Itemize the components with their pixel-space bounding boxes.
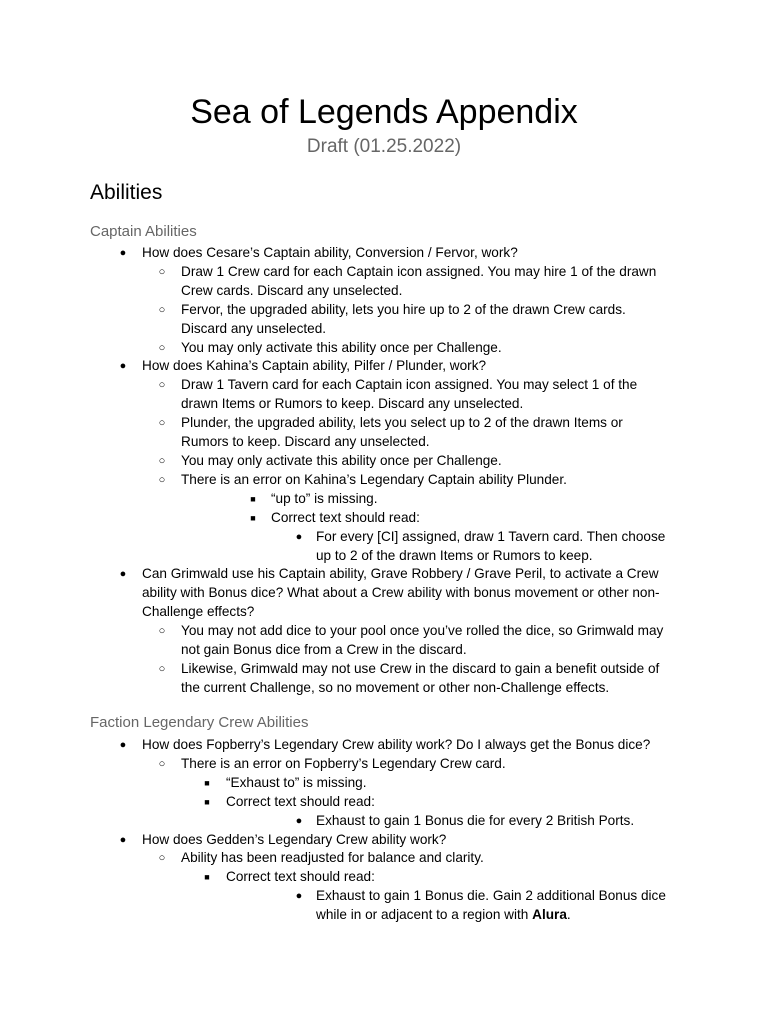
list-item [0, 357, 768, 376]
list-item-text: “up to” is missing. [271, 490, 378, 506]
list-item-text: Correct text should read: [271, 509, 420, 525]
bullet-square: ■ [204, 872, 210, 883]
bullet-filled-circle: ● [295, 530, 303, 543]
list-item-text: Can Grimwald use his Captain ability, Grave Robbery / Grave Peril, to activate a Crew ability with Bonus dice? What about a Crew ability with bonus movement or other non-Challenge effects? [142, 566, 660, 620]
list-item-text: You may only activate this ability once per Challenge. [181, 452, 502, 468]
bullet-hollow-circle: ○ [158, 265, 166, 278]
list-item-text: Fervor, the upgraded ability, lets you hire up to 2 of the drawn Crew cards. Discard any unselected. [181, 301, 626, 336]
list-item [0, 868, 768, 887]
list-item [0, 565, 768, 622]
bullet-hollow-circle: ○ [158, 473, 166, 486]
list-item [0, 660, 768, 698]
bullet-hollow-circle: ○ [158, 303, 166, 316]
list-item [0, 509, 768, 528]
list-item-text: Correct text should read: [226, 793, 375, 809]
list-item-text: There is an error on Kahina’s Legendary Captain ability Plunder. [181, 471, 567, 487]
list-item [0, 471, 768, 490]
list-item [0, 414, 768, 452]
section-heading-abilities: Abilities [90, 181, 163, 204]
list-item-text: “Exhaust to” is missing. [226, 774, 367, 790]
bullet-hollow-circle: ○ [158, 757, 166, 770]
bullet-hollow-circle: ○ [158, 852, 166, 865]
list-item-text: Correct text should read: [226, 869, 375, 885]
bullet-filled-circle: ● [119, 739, 127, 751]
bullet-hollow-circle: ○ [158, 341, 166, 354]
bullet-hollow-circle: ○ [158, 662, 166, 675]
list-item [0, 774, 768, 793]
faction-abilities-list [0, 736, 768, 925]
list-item [0, 301, 768, 339]
list-item [0, 755, 768, 774]
bullet-filled-circle: ● [119, 568, 127, 581]
list-item-text: For every [CI] assigned, draw 1 Tavern card. Then choose up to 2 of the drawn Items or Rumors to keep. [316, 528, 666, 563]
bullet-filled-circle: ● [295, 890, 303, 903]
bullet-hollow-circle: ○ [158, 417, 166, 430]
list-item-text: Ability has been readjusted for balance and clarity. [181, 850, 484, 866]
list-item [0, 528, 768, 566]
list-item [0, 339, 768, 358]
list-item [0, 849, 768, 868]
bullet-hollow-circle: ○ [158, 454, 166, 467]
bullet-filled-circle: ● [119, 833, 127, 846]
list-item [0, 376, 768, 414]
bullet-square: ■ [250, 493, 256, 504]
list-item-text: Draw 1 Crew card for each Captain icon assigned. You may hire 1 of the drawn Crew cards. Discard any unselected. [181, 263, 657, 298]
bullet-filled-circle: ● [119, 247, 127, 259]
list-item [0, 831, 768, 850]
list-item-text [316, 887, 686, 925]
list-item [0, 812, 768, 831]
list-item-text: How does Gedden’s Legendary Crew ability work? [142, 831, 447, 847]
list-item [0, 793, 768, 812]
list-item [0, 490, 768, 509]
bullet-hollow-circle: ○ [158, 379, 166, 392]
document-title: Sea of Legends Appendix [190, 93, 578, 131]
bullet-square: ■ [204, 796, 210, 807]
list-item [0, 887, 768, 925]
list-item-text: Plunder, the upgraded ability, lets you select up to 2 of the drawn Items or Rumors to keep. Discard any unselected. [181, 415, 623, 450]
list-item-text: Exhaust to gain 1 Bonus die for every 2 British Ports. [316, 812, 635, 828]
list-item-text: How does Cesare’s Captain ability, Conversion / Fervor, work? [142, 245, 518, 260]
captain-abilities-list [0, 244, 768, 698]
list-item-text: You may only activate this ability once per Challenge. [181, 339, 502, 355]
list-item [0, 622, 768, 660]
list-item-text-part: Exhaust to gain 1 Bonus die. Gain 2 additional Bonus dice while in or adjacent to a region with [316, 888, 666, 923]
list-item [0, 244, 768, 263]
list-item [0, 736, 768, 755]
list-item-text: How does Fopberry’s Legendary Crew ability work? Do I always get the Bonus dice? [142, 737, 651, 752]
bullet-square: ■ [250, 512, 256, 523]
list-item-text: How does Kahina’s Captain ability, Pilfer / Plunder, work? [142, 358, 487, 374]
list-item [0, 452, 768, 471]
list-item-text: Likewise, Grimwald may not use Crew in the discard to gain a benefit outside of the current Challenge, so no movement or other non-Challenge effects. [181, 660, 660, 695]
subheading-captain-abilities: Captain Abilities [90, 223, 197, 240]
bullet-hollow-circle: ○ [158, 625, 166, 638]
bullet-square: ■ [204, 777, 210, 788]
document-subtitle: Draft (01.25.2022) [306, 136, 462, 157]
subheading-faction-legendary-crew: Faction Legendary Crew Abilities [90, 714, 309, 731]
list-item [0, 263, 768, 301]
bullet-filled-circle: ● [295, 814, 303, 827]
list-item-text: Draw 1 Tavern card for each Captain icon assigned. You may select 1 of the drawn Items or Rumors to keep. Discard any unselected. [181, 377, 638, 412]
list-item-text: There is an error on Fopberry’s Legendary Crew card. [181, 755, 506, 771]
bullet-filled-circle: ● [119, 360, 127, 373]
list-item-text-part: . [566, 907, 571, 923]
bold-term-alura: Alura [532, 907, 567, 923]
list-item-text: You may not add dice to your pool once you’ve rolled the dice, so Grimwald may not gain Bonus dice from a Crew in the discard. [181, 623, 664, 658]
